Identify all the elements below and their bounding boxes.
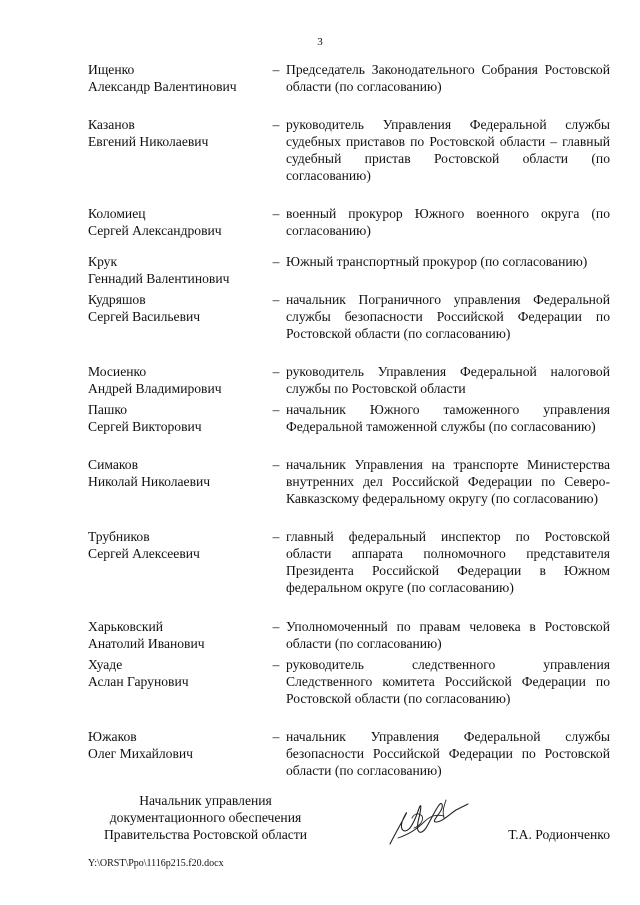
member-row (88, 618, 610, 652)
member-role: Уполномоченный по правам человека в Ростовской области (по согласованию) (286, 619, 610, 651)
member-surname: Ищенко (88, 62, 135, 77)
member-given-names: Геннадий Валентинович (88, 271, 230, 286)
member-row (88, 656, 610, 707)
member-name (88, 205, 266, 239)
member-dash: – (272, 206, 280, 221)
member-given-names: Сергей Александрович (88, 223, 222, 238)
member-name (88, 253, 266, 287)
member-given-names: Анатолий Иванович (88, 636, 205, 651)
member-given-names: Сергей Васильевич (88, 309, 201, 324)
member-given-names: Николай Николаевич (88, 474, 211, 489)
member-surname: Пашко (88, 402, 128, 417)
member-role: главный федеральный инспектор по Ростовской области аппарата полномочного представителя Президента Российской Федерации в Южном федеральном округе (по согласованию) (286, 529, 610, 595)
member-name (88, 116, 266, 184)
member-surname: Трубников (88, 529, 150, 544)
member-surname: Коломиец (88, 206, 146, 221)
member-dash: – (272, 657, 280, 672)
member-given-names: Сергей Алексеевич (88, 546, 200, 561)
member-role: начальник Южного таможенного управления Федеральной таможенной службы (по согласованию) (286, 402, 610, 434)
member-row (88, 205, 610, 239)
member-dash: – (272, 402, 280, 417)
handwritten-signature (384, 792, 474, 854)
signature-block (88, 792, 610, 852)
page-number: 3 (317, 36, 323, 48)
signer-title (88, 792, 323, 843)
member-role: руководитель следственного управления Следственного комитета Российской Федерации по Ростовской области (по согласованию) (286, 657, 610, 706)
member-surname: Казанов (88, 117, 135, 132)
member-name (88, 618, 266, 652)
member-dash: – (272, 292, 280, 307)
member-surname: Южаков (88, 729, 137, 744)
signer-title-line: Начальник управления (139, 793, 272, 808)
member-role: руководитель Управления Федеральной налоговой службы по Ростовской области (286, 364, 610, 396)
member-role: Южный транспортный прокурор (по согласованию) (286, 254, 588, 269)
member-dash: – (272, 619, 280, 634)
member-role: начальник Управления на транспорте Министерства внутренних дел Российской Федерации по Северо-Кавказскому федеральному округу (по согласованию) (286, 457, 610, 506)
member-dash: – (272, 729, 280, 744)
member-row (88, 401, 610, 435)
member-surname: Хуаде (88, 657, 123, 672)
member-surname: Кудряшов (88, 292, 146, 307)
member-given-names: Сергей Викторович (88, 419, 202, 434)
signer-title-line: Правительства Ростовской области (103, 827, 308, 842)
member-role: руководитель Управления Федеральной службы судебных приставов по Ростовской области – главный судебный пристав Ростовской области (по согласованию) (286, 117, 610, 183)
member-name (88, 291, 266, 342)
member-role: Председатель Законодательного Собрания Ростовской области (по согласованию) (286, 62, 610, 94)
member-dash: – (272, 364, 280, 379)
member-dash: – (272, 117, 280, 132)
member-name (88, 728, 266, 779)
member-role: начальник Пограничного управления Федеральной службы безопасности Российской Федерации по Ростовской области (по согласованию) (286, 292, 610, 341)
member-row (88, 253, 610, 287)
member-row (88, 528, 610, 596)
member-row (88, 116, 610, 184)
member-row (88, 61, 610, 95)
file-path: Y:\ORST\Ppo\1116p215.f20.docx (88, 858, 224, 869)
member-name (88, 656, 266, 707)
member-given-names: Андрей Владимирович (88, 381, 222, 396)
member-surname: Симаков (88, 457, 139, 472)
member-surname: Харьковский (88, 619, 164, 634)
member-given-names: Олег Михайлович (88, 746, 194, 761)
member-given-names: Александр Валентинович (88, 79, 237, 94)
member-name (88, 456, 266, 507)
member-name (88, 363, 266, 397)
member-role: военный прокурор Южного военного округа (по согласованию) (286, 206, 610, 238)
member-name (88, 528, 266, 596)
member-name (88, 401, 266, 435)
member-row (88, 291, 610, 342)
member-dash: – (272, 457, 280, 472)
member-row (88, 728, 610, 779)
member-dash: – (272, 62, 280, 77)
member-given-names: Евгений Николаевич (88, 134, 209, 149)
signer-name: Т.А. Родионченко (508, 827, 610, 842)
member-surname: Крук (88, 254, 118, 269)
member-dash: – (272, 254, 280, 269)
member-dash: – (272, 529, 280, 544)
member-name (88, 61, 266, 95)
member-surname: Мосиенко (88, 364, 147, 379)
member-role: начальник Управления Федеральной службы безопасности Российской Федерации по Ростовской области (по согласованию) (286, 729, 610, 778)
members-list (88, 61, 610, 779)
member-given-names: Аслан Гарунович (88, 674, 189, 689)
signer-title-line: документационного обеспечения (109, 810, 302, 825)
member-row (88, 363, 610, 397)
member-row (88, 456, 610, 507)
